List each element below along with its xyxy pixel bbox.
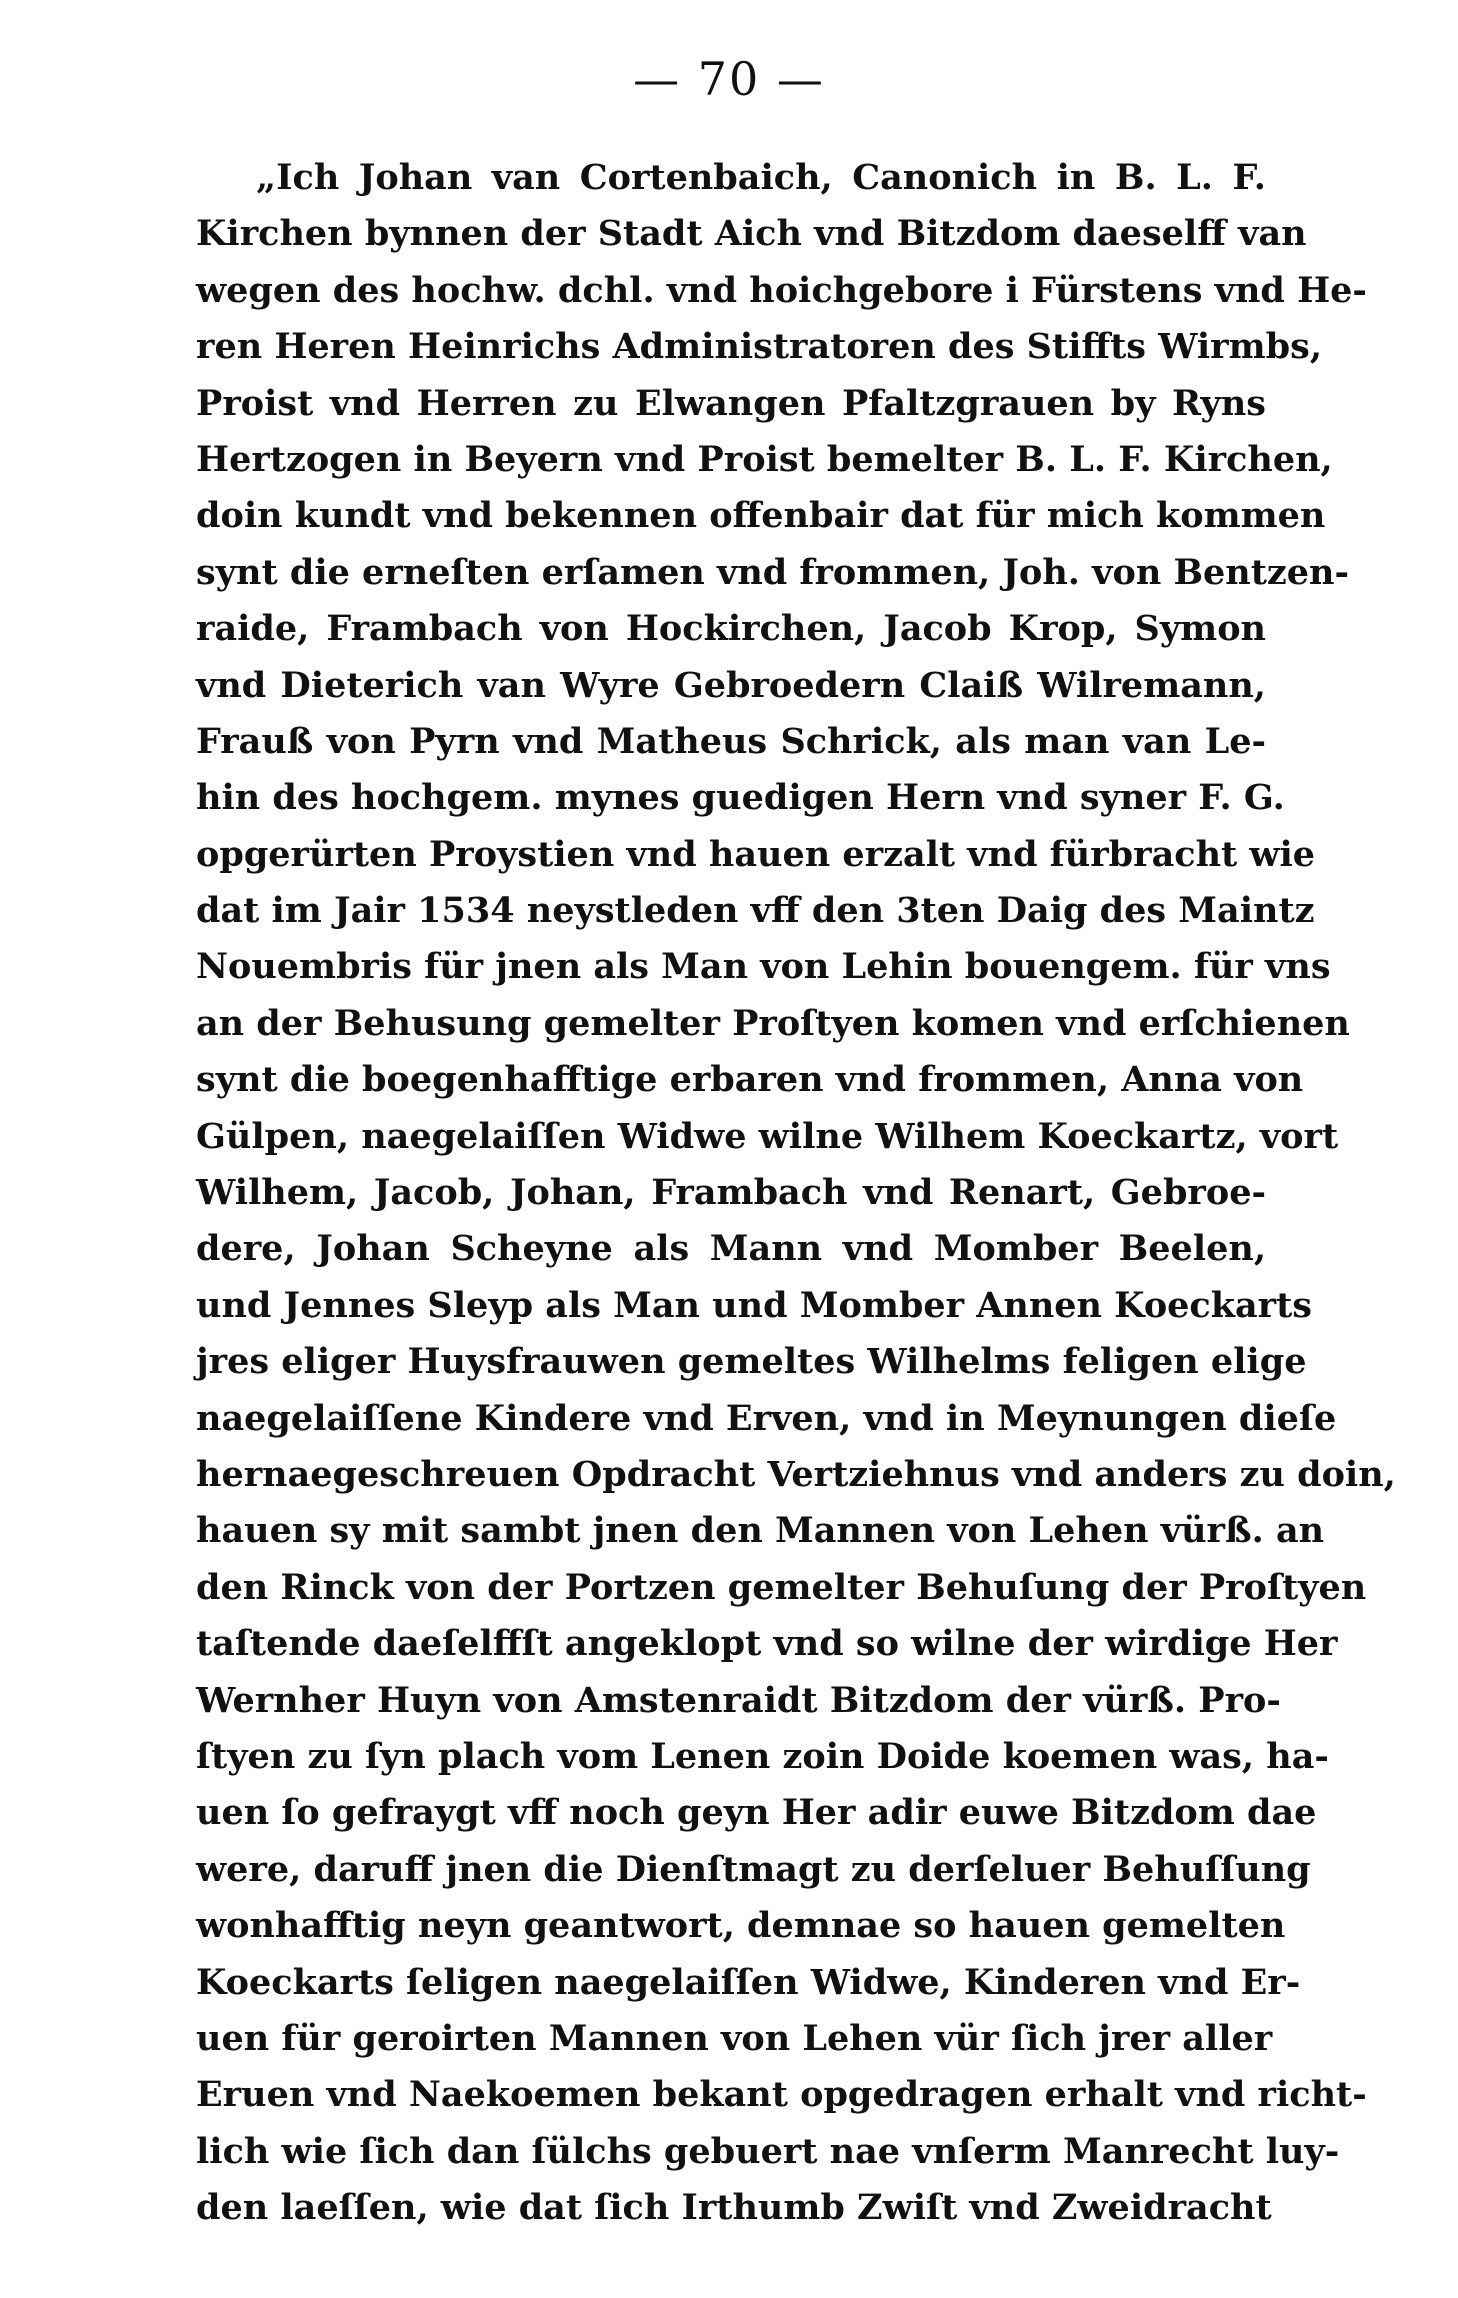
text-line: hauen sy mit sambt jnen den Mannen von Lehen vürß. an bbox=[196, 1510, 1325, 1552]
text-line: Eruen vnd Naekoemen bekant opgedragen erhalt vnd richt- bbox=[196, 2074, 1367, 2116]
text-line: Proist vnd Herren zu Elwangen Pfaltzgrauen by Ryns bbox=[196, 382, 1266, 424]
text-line: an der Behusung gemelter Proſtyen komen vnd erſchienen bbox=[196, 1002, 1350, 1044]
text-line: synt die boegenhafftige erbaren vnd frommen, Anna von bbox=[196, 1059, 1304, 1101]
text-line: Nouembris für jnen als Man von Lehin bouengem. für vns bbox=[196, 946, 1331, 988]
text-line: uen ſo gefraygt vff noch geyn Her adir euwe Bitzdom dae bbox=[196, 1792, 1317, 1834]
text-line: opgerürten Proystien vnd hauen erzalt vnd fürbracht wie bbox=[196, 833, 1316, 875]
text-line: doin kundt vnd bekennen offenbair dat für mich kommen bbox=[196, 495, 1326, 537]
text-line: wegen des hochw. dchl. vnd hoichgebore i Fürstens vnd He- bbox=[196, 269, 1367, 311]
text-line: wonhafftig neyn geantwort, demnae so hauen gemelten bbox=[196, 1905, 1286, 1947]
text-line: Kirchen bynnen der Stadt Aich vnd Bitzdom daeselff van bbox=[196, 213, 1307, 255]
text-line: taſtende daeſelffſt angeklopt vnd so wilne der wirdige Her bbox=[196, 1623, 1338, 1665]
text-line: Gülpen, naegelaiſſen Widwe wilne Wilhem Koeckartz, vort bbox=[196, 1115, 1339, 1157]
text-line: naegelaiſſene Kindere vnd Erven, vnd in Meynungen dieſe bbox=[196, 1397, 1337, 1439]
text-line: den Rinck von der Portzen gemelter Behuſung der Proſtyen bbox=[196, 1566, 1367, 1608]
text-line: jres eliger Huysfrauwen gemeltes Wilhelms feligen elige bbox=[196, 1341, 1307, 1383]
body-text bbox=[196, 150, 1396, 2236]
text-line: were, daruff jnen die Dienſtmagt zu derſeluer Behuſſung bbox=[196, 1848, 1311, 1890]
text-line: und Jennes Sleyp als Man und Momber Annen Koeckarts bbox=[196, 1284, 1312, 1326]
text-line: ſtyen zu ſyn plach vom Lenen zoin Doide koemen was, ha- bbox=[196, 1735, 1329, 1777]
text-line: Wilhem, Jacob, Johan, Frambach vnd Renart, Gebroe- bbox=[196, 1172, 1266, 1214]
text-line: lich wie ſich dan ſülchs gebuert nae vnſerm Manrecht luy- bbox=[196, 2130, 1340, 2172]
text-line: dat im Jair 1534 neystleden vff den 3ten Daig des Maintz bbox=[196, 890, 1315, 932]
text-line: vnd Dieterich van Wyre Gebroedern Claiß Wilremann, bbox=[196, 664, 1266, 706]
text-line: dere, Johan Scheyne als Mann vnd Momber Beelen, bbox=[196, 1228, 1266, 1270]
text-line: synt die erneſten erſamen vnd frommen, Joh. von Bentzen- bbox=[196, 551, 1350, 593]
text-line: Koeckarts ſeligen naegelaiſſen Widwe, Kinderen vnd Er- bbox=[196, 1961, 1301, 2003]
text-line: hernaegeschreuen Opdracht Vertziehnus vnd anders zu doin, bbox=[196, 1453, 1396, 1495]
text-line: ren Heren Heinrichs Administratoren des Stiffts Wirmbs, bbox=[196, 326, 1322, 368]
text-line: Wernher Huyn von Amstenraidt Bitzdom der vürß. Pro- bbox=[196, 1679, 1281, 1721]
page-number: — 70 — bbox=[633, 52, 825, 106]
text-line: hin des hochgem. mynes guedigen Hern vnd syner F. G. bbox=[196, 777, 1285, 819]
text-line: Frauß von Pyrn vnd Matheus Schrick, als man van Le- bbox=[196, 720, 1266, 762]
text-line: Hertzogen in Beyern vnd Proist bemelter B. L. F. Kirchen, bbox=[196, 438, 1333, 480]
text-line: „Ich Johan van Cortenbaich, Canonich in B. L. F. bbox=[256, 157, 1266, 198]
text-line: uen für geroirten Mannen von Lehen vür ſich jrer aller bbox=[196, 2017, 1273, 2059]
text-line: den laeſſen, wie dat ſich Irthumb Zwiſt vnd Zweidracht bbox=[196, 2187, 1272, 2229]
text-line: raide, Frambach von Hockirchen, Jacob Krop, Symon bbox=[196, 608, 1266, 650]
